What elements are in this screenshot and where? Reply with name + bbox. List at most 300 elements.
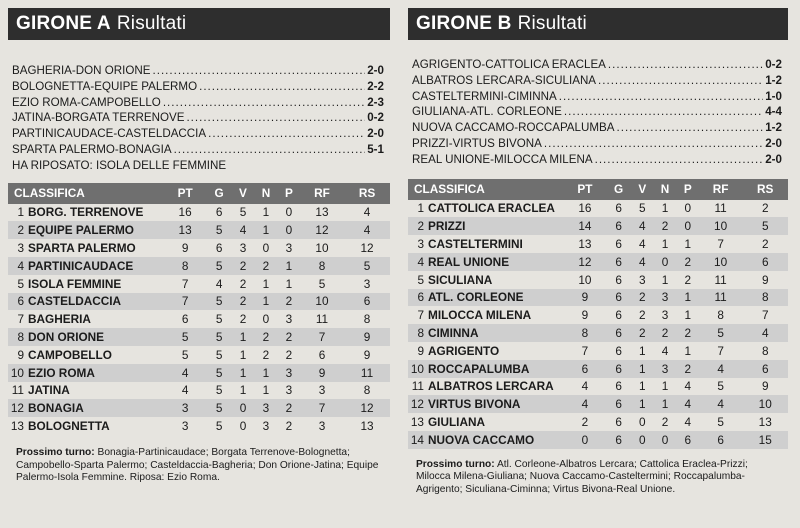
rank-number: 10 [410,361,424,376]
rank-number: 9 [17,347,24,362]
rank-number: 13 [410,415,424,430]
team-name: ISOLA FEMMINE [28,276,122,291]
stat-p: 4 [684,379,692,394]
stat-g: 5 [215,294,223,309]
stat-n: 1 [262,276,270,291]
stat-rs: 9 [761,272,769,287]
team-name: CASTELDACCIA [28,294,122,309]
team-cell [8,364,164,382]
stat-rs: 5 [761,219,769,234]
team-cell [8,257,164,275]
stat-n: 0 [661,254,669,269]
result-score: 2-2 [367,79,384,93]
team-name: CASTELTERMINI [428,237,523,252]
stat-g: 4 [215,276,223,291]
team-cell [408,395,564,413]
stat-p: 1 [684,343,692,358]
stat-rf: 5 [717,415,724,430]
rank-number: 8 [417,326,424,341]
stat-v: 3 [239,241,247,256]
stat-rf: 3 [318,419,326,434]
team-name: GIULIANA [428,415,486,430]
stat-n: 0 [661,432,669,447]
result-row [8,111,390,127]
stat-g: 6 [615,397,622,412]
result-score: 1-2 [765,121,782,135]
standings-row [8,293,390,311]
standings-row [408,200,788,218]
stat-p: 4 [684,415,692,430]
stat-p: 2 [285,347,293,362]
team-cell [408,271,564,289]
result-score: 4-4 [765,105,782,119]
stat-rs: 12 [360,241,374,256]
stat-v: 2 [639,326,646,341]
result-row [408,105,788,121]
stat-v: 2 [239,312,247,327]
stat-g: 6 [215,205,223,220]
rank-number: 7 [417,308,424,323]
stat-n: 3 [262,419,270,434]
stat-p: 0 [285,205,293,220]
team-cell [8,239,164,257]
team-name: NUOVA CACCAMO [428,432,535,447]
stat-p: 2 [285,330,293,345]
stat-rf: 8 [318,258,326,273]
stat-v: 2 [639,290,646,305]
standings-header-row [408,179,788,200]
stat-n: 0 [262,312,270,327]
rank-number: 6 [17,294,24,309]
stat-rs: 4 [761,326,769,341]
stat-rf: 3 [318,383,326,398]
stat-rf: 8 [717,308,724,323]
standings-row [408,378,788,396]
team-cell [408,306,564,324]
stat-n: 2 [262,258,270,273]
result-match: PARTINICAUDACE-CASTELDACCIA [12,127,207,141]
team-cell [408,360,564,378]
stat-pt: 14 [578,219,592,234]
stat-n: 3 [262,401,270,416]
team-cell [8,310,164,328]
rank-number: 6 [417,290,424,305]
stat-g: 6 [615,326,622,341]
rank-number: 1 [17,205,24,220]
stat-p: 1 [684,290,692,305]
stat-pt: 8 [181,258,189,273]
group-b-standings [408,179,788,449]
stat-rf: 4 [717,361,724,376]
stat-p: 2 [684,326,692,341]
team-name: PARTINICAUDACE [28,258,134,273]
stat-v: 0 [239,419,247,434]
col-header: RF [314,186,330,201]
stat-v: 5 [639,201,646,216]
result-match: NUOVA CACCAMO-ROCCAPALUMBA [412,121,615,135]
next-round-text: Bonagia-Partinicaudace; Borgata Terrenove-Bolognetta; Campobello-Sparta Palermo; Casteldaccia-Bagheria; Don Orione-Jatina; Equipe Palermo-Isola Femmine. Riposa: Ezio Roma. [16,446,379,484]
group-a-header [8,8,390,40]
result-match: EZIO ROMA-CAMPOBELLO [12,95,161,109]
stat-rs: 2 [761,237,769,252]
team-cell [408,253,564,271]
standings-row [408,431,788,449]
stat-g: 5 [215,223,223,238]
rank-number: 11 [11,383,24,398]
stat-g: 5 [215,312,223,327]
group-a-standings [8,183,390,435]
stat-v: 2 [239,294,247,309]
result-match: PRIZZI-VIRTUS BIVONA [412,136,542,150]
result-row [408,153,788,169]
stat-rs: 4 [363,205,371,220]
stat-g: 6 [615,201,622,216]
stat-n: 1 [262,294,270,309]
result-match: BAGHERIA-DON ORIONE [12,64,151,77]
stat-pt: 16 [578,201,592,216]
stat-rf: 12 [315,223,329,238]
stat-g: 5 [215,258,223,273]
team-cell [408,324,564,342]
result-row [408,74,788,90]
stat-n: 2 [661,326,669,341]
team-name: CAMPOBELLO [28,347,112,362]
stat-n: 0 [262,241,270,256]
stat-n: 3 [661,361,669,376]
stat-g: 6 [615,219,622,234]
col-header: CLASSIFICA [14,186,85,201]
result-score: 0-2 [765,58,782,71]
stat-v: 0 [639,432,646,447]
stat-p: 1 [684,308,692,323]
stat-p: 1 [285,258,293,273]
group-a-results [8,64,390,175]
team-cell [8,399,164,417]
col-header: RS [757,182,774,197]
team-name: ATL. CORLEONE [428,290,524,305]
standings-row [408,289,788,307]
stat-pt: 4 [181,383,189,398]
stat-g: 6 [615,237,622,252]
result-row [8,80,390,96]
stat-p: 3 [285,383,293,398]
standings-row [8,204,390,222]
stat-rs: 8 [363,312,371,327]
stat-n: 3 [661,308,669,323]
next-round-label: Prossimo turno: [16,446,95,458]
group-a-title: GIRONE A [16,13,111,34]
result-match: CASTELTERMINI-CIMINNA [412,89,557,103]
stat-n: 1 [262,383,270,398]
team-cell [408,217,564,235]
stat-v: 4 [639,237,646,252]
team-cell [408,378,564,396]
stat-rs: 6 [363,294,371,309]
stat-g: 5 [215,401,223,416]
standings-row [8,239,390,257]
col-header: P [284,186,293,201]
stat-rf: 13 [315,205,329,220]
standings-row [8,399,390,417]
standings-row [408,395,788,413]
stat-rf: 7 [318,401,326,416]
stat-pt: 6 [181,312,189,327]
stat-pt: 3 [181,419,189,434]
stat-pt: 2 [581,415,589,430]
team-cell [8,417,164,435]
stat-rf: 10 [315,241,329,256]
col-header: V [638,182,647,197]
team-cell [408,342,564,360]
stat-v: 0 [239,401,247,416]
stat-g: 6 [615,432,622,447]
stat-p: 0 [285,223,293,238]
stat-pt: 13 [578,237,592,252]
stat-rs: 2 [761,201,769,216]
stat-g: 6 [615,254,622,269]
col-header: G [614,182,624,197]
stat-rf: 7 [717,343,724,358]
stat-pt: 4 [181,365,189,380]
group-b-title: GIRONE B [416,13,512,34]
stat-rf: 7 [318,330,326,345]
standings-row [408,253,788,271]
result-match: SPARTA PALERMO-BONAGIA [12,142,172,156]
stat-n: 2 [262,347,270,362]
team-cell [408,200,564,218]
rank-number: 1 [417,201,424,216]
stat-n: 2 [661,415,669,430]
result-score: 2-0 [367,64,384,77]
result-row [8,127,390,143]
group-b-header [408,8,788,40]
stat-n: 1 [661,237,669,252]
stat-n: 1 [661,379,669,394]
stat-n: 1 [661,201,669,216]
team-cell [8,346,164,364]
stat-pt: 16 [178,205,192,220]
group-a-subtitle: Risultati [116,13,187,34]
col-header: P [683,182,692,197]
stat-v: 1 [239,383,247,398]
col-header: CLASSIFICA [414,182,485,197]
stat-pt: 10 [578,272,592,287]
stat-pt: 4 [581,397,589,412]
group-b-results [408,58,788,169]
team-name: PRIZZI [428,219,466,234]
stat-v: 1 [639,397,646,412]
group-b-column [408,8,788,497]
stat-p: 1 [285,276,293,291]
stat-v: 2 [639,308,646,323]
result-score: 2-0 [765,152,782,166]
stat-rf: 10 [714,219,728,234]
stat-g: 6 [615,272,622,287]
result-row [8,64,390,80]
team-name: BORG. TERRENOVE [28,205,144,220]
standings-table [408,179,788,449]
team-cell [8,221,164,239]
team-name: BONAGIA [28,401,84,416]
stat-pt: 7 [181,294,189,309]
team-name: SPARTA PALERMO [28,241,136,256]
result-row [8,143,390,159]
stat-pt: 12 [578,254,592,269]
team-name: JATINA [28,383,70,398]
rank-number: 12 [410,397,424,412]
stat-pt: 9 [181,241,189,256]
stat-g: 6 [615,415,622,430]
stat-v: 5 [239,205,247,220]
rank-number: 9 [417,343,424,358]
standings-row [408,324,788,342]
stat-v: 1 [639,379,646,394]
result-match: BOLOGNETTA-EQUIPE PALERMO [12,79,198,93]
next-round-text: Atl. Corleone-Albatros Lercara; Cattolica Eraclea-Prizzi; Milocca Milena-Giuliana; Nuova Caccamo-Casteltermini; Roccapalumba-Agrigento; Siculiana-Ciminna; Virtus Bivona-Real Unione. [416,458,748,495]
result-match: REAL UNIONE-MILOCCA MILENA [412,152,593,166]
rank-number: 3 [17,241,24,256]
col-header: N [261,186,271,201]
standings-row [8,221,390,239]
team-cell [408,413,564,431]
team-name: ROCCAPALUMBA [428,361,530,376]
rank-number: 7 [17,312,24,327]
stat-p: 1 [684,237,692,252]
team-name: SICULIANA [428,272,493,287]
standings-row [8,257,390,275]
standings-row [8,275,390,293]
stat-n: 1 [262,223,270,238]
stat-v: 4 [639,254,646,269]
stat-rs: 4 [363,223,371,238]
col-header: RF [712,182,729,197]
result-match: GIULIANA-ATL. CORLEONE [412,105,562,119]
result-row [408,90,788,106]
stat-rs: 6 [761,361,769,376]
team-cell [8,275,164,293]
stat-n: 3 [661,290,669,305]
stat-g: 5 [215,347,223,362]
group-a-column [8,8,390,485]
stat-pt: 6 [581,361,589,376]
stat-rf: 5 [717,326,724,341]
stat-g: 6 [215,241,223,256]
result-match: AGRIGENTO-CATTOLICA ERACLEA [412,58,606,71]
standings-row [408,306,788,324]
standings-header-row [8,183,390,204]
stat-p: 4 [684,397,692,412]
team-cell [408,235,564,253]
standings-row [408,235,788,253]
team-cell [8,204,164,222]
team-name: EZIO ROMA [28,365,95,380]
group-b-subtitle: Risultati [517,13,587,34]
stat-v: 1 [639,361,646,376]
stat-v: 1 [639,343,646,358]
col-header: PT [177,186,193,201]
col-header: PT [577,182,593,197]
stat-p: 2 [684,361,692,376]
rank-number: 8 [17,330,24,345]
rank-number: 11 [411,379,424,394]
stat-v: 1 [239,330,247,345]
stat-rf: 11 [315,312,329,327]
standings-row [8,310,390,328]
stat-g: 6 [615,361,622,376]
stat-g: 6 [615,379,622,394]
stat-rf: 7 [717,237,724,252]
team-name: REAL UNIONE [428,254,510,269]
result-match: ALBATROS LERCARA-SICULIANA [412,73,597,87]
stat-rs: 9 [761,379,769,394]
team-name: MILOCCA MILENA [428,308,532,323]
stat-rs: 7 [761,308,769,323]
col-header: RS [358,186,376,201]
result-row [8,96,390,112]
result-score: 2-0 [765,136,782,150]
rank-number: 5 [417,272,424,287]
result-score: 2-3 [367,95,384,109]
stat-rs: 8 [363,383,371,398]
rank-number: 12 [10,401,24,416]
result-row [408,121,788,137]
team-cell [8,293,164,311]
stat-pt: 7 [581,343,589,358]
rank-number: 4 [417,254,424,269]
stat-p: 0 [684,201,692,216]
rank-number: 2 [17,223,24,238]
team-name: BOLOGNETTA [28,419,110,434]
col-header: V [239,186,247,201]
result-match: JATINA-BORGATA TERRENOVE [12,111,185,125]
stat-p: 2 [684,272,692,287]
result-row [408,58,788,74]
stat-g: 6 [615,290,622,305]
stat-rs: 8 [761,343,769,358]
standings-row [8,346,390,364]
stat-rs: 3 [363,276,371,291]
stat-g: 5 [215,330,223,345]
team-cell [8,382,164,400]
team-cell [408,431,564,449]
stat-v: 3 [639,272,646,287]
rank-number: 2 [417,219,424,234]
team-name: ALBATROS LERCARA [428,379,554,394]
stat-v: 1 [239,365,247,380]
stat-pt: 3 [181,401,189,416]
stat-rf: 5 [717,379,724,394]
rest-note: HA RIPOSATO: ISOLA DELLE FEMMINE [12,158,227,172]
stat-p: 3 [285,365,293,380]
stat-rf: 5 [318,276,326,291]
stat-g: 5 [215,419,223,434]
stat-rf: 10 [714,254,728,269]
next-round [408,459,788,497]
stat-p: 2 [285,401,293,416]
next-round-label: Prossimo turno: [416,458,495,470]
team-name: CATTOLICA ERACLEA [428,201,555,216]
stat-rs: 15 [758,432,772,447]
stat-rf: 11 [714,290,727,305]
stat-p: 3 [285,241,293,256]
stat-pt: 13 [178,223,192,238]
stat-rs: 9 [363,330,371,345]
stat-n: 2 [262,330,270,345]
team-cell [408,289,564,307]
stat-rf: 9 [318,365,326,380]
standings-row [408,217,788,235]
stat-n: 1 [661,397,669,412]
